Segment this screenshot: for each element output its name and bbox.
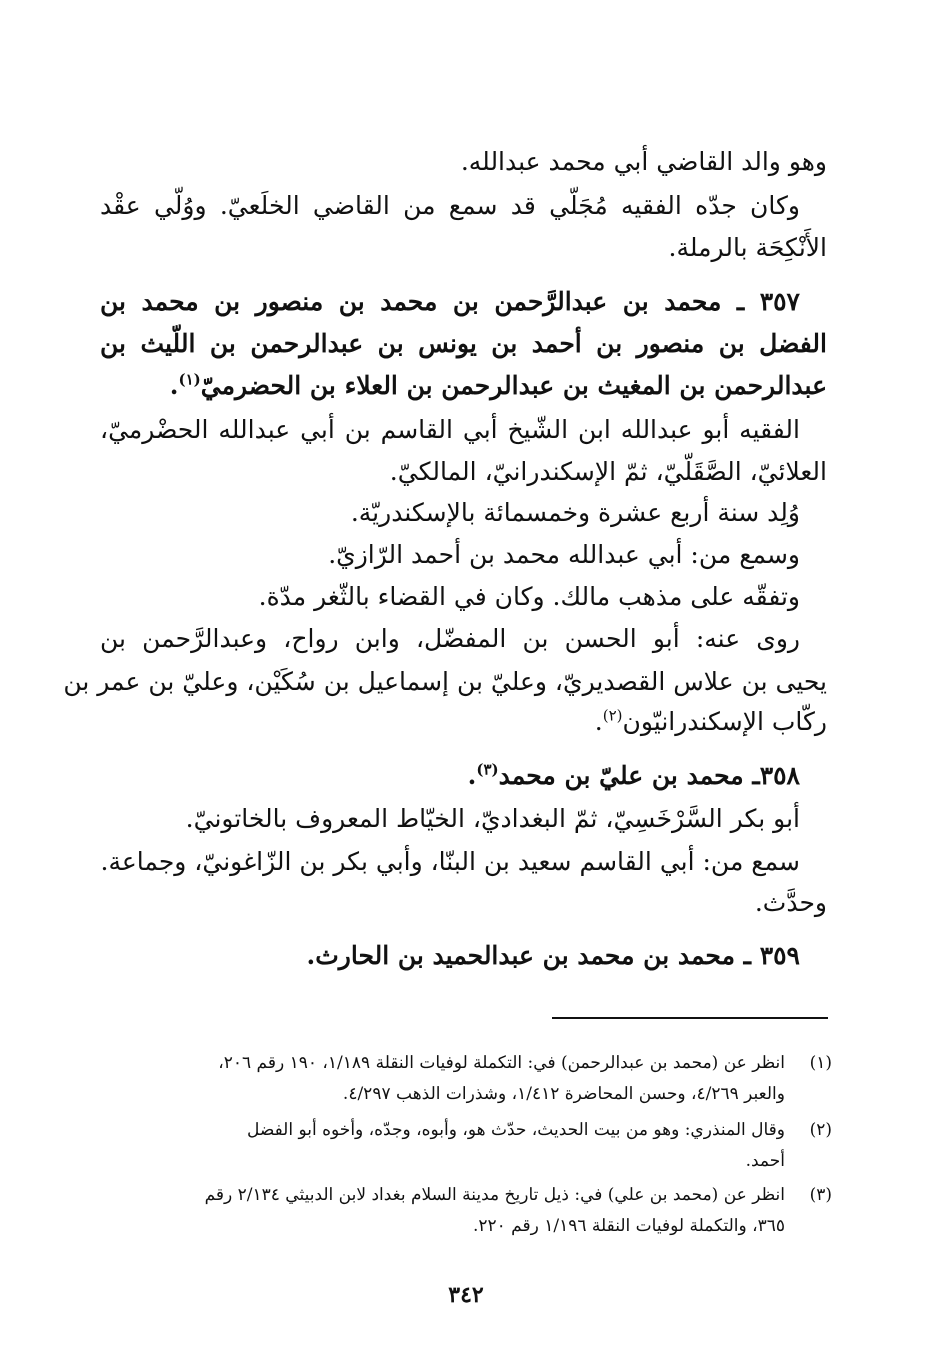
footnote-line: انظر عن (محمد بن عبدالرحمن) في: التكملة لوفيات النقلة ١/١٨٩، ١٩٠ رقم ٢٠٦،	[218, 1053, 785, 1073]
text-line: وسمع من: أبي عبدالله محمد بن أحمد الرّازيّ.	[328, 540, 800, 569]
footnote-ref: (١)	[178, 370, 201, 389]
footnote-line: ٣٦٥، والتكملة لوفيات النقلة ١/١٩٦ رقم ٢٢٠.	[472, 1216, 785, 1236]
text-line: يحيى بن علاس القصديريّ، وعليّ بن إسماعيل بن سُكَيْن، وعليّ بن عمر بن	[63, 667, 827, 696]
footnote-number: (١)	[809, 1053, 832, 1073]
footnote-ref: (٣)	[476, 760, 499, 779]
footnote-line: أحمد.	[745, 1151, 785, 1171]
entry-heading-357: ٣٥٧ ـ محمد بن عبدالرَّحمن بن محمد بن منصور بن محمد بن	[100, 287, 800, 316]
text-line: وُلِد سنة أربع عشرة وخمسمائة بالإسكندريّة.	[350, 498, 800, 527]
footnote-ref: (٢)	[602, 706, 623, 725]
text-line: ركّاب الإسكندرانيّون$^{(٢)}$.	[594, 706, 827, 736]
footnote-separator	[552, 1017, 828, 1019]
entry-heading-357: الفضل بن منصور بن أحمد بن يونس بن عبدالرحمن بن اللّيث بن	[100, 329, 827, 358]
entry-heading-358: ٣٥٨ـ محمد بن عليّ بن محمد$^{(٣)}$.	[467, 760, 800, 790]
text-line: وتفقّه على مذهب مالك. وكان في القضاء بالثّغر مدّة.	[258, 582, 800, 611]
text-line: الفقيه أبو عبدالله ابن الشّيخ أبي القاسم بن أبي عبدالله الحضْرميّ،	[100, 415, 800, 444]
entry-heading-357: عبدالرحمن بن المغيث بن عبدالرحمن بن العلاء بن الحضرميّ$^{(١)}$.	[169, 370, 827, 400]
footnote-line: وقال المنذري: وهو من بيت الحديث، حدّث هو، وأبوه، وجدّه، وأخوه أبو الفضل	[246, 1120, 785, 1140]
footnote-number: (٢)	[809, 1120, 832, 1140]
text-line: روى عنه: أبو الحسن بن المفضّل، وابن رواح، وعبدالرَّحمن بن	[100, 624, 800, 653]
footnote-number: (٣)	[809, 1185, 832, 1205]
text-line: العلائيّ، الصَّقَلّيّ، ثمّ الإسكندرانيّ، المالكيّ.	[389, 457, 827, 486]
text-line: أبو بكر السَّرْخَسِيّ، ثمّ البغداديّ، الخيّاط المعروف بالخاتونيّ.	[185, 804, 800, 833]
text-line: سمع من: أبي القاسم سعيد بن البنّا، وأبي بكر بن الزّاغونيّ، وجماعة.	[100, 847, 800, 876]
text-line: الأَنْكِحَة بالرملة.	[668, 233, 827, 262]
text-line: وحدَّث.	[754, 888, 827, 917]
footnote-line: انظر عن (محمد بن علي) في: ذيل تاريخ مدينة السلام بغداد لابن الدبيثي ٢/١٣٤ رقم	[204, 1185, 785, 1205]
page-number: ٣٤٢	[448, 1282, 484, 1308]
text-line: وكان جدّه الفقيه مُجَلّي قد سمع من القاضي الخلَعيّ. ووُلّي عقْد	[100, 191, 800, 220]
text-line: وهو والد القاضي أبي محمد عبدالله.	[460, 147, 827, 176]
footnote-line: والعبر ٤/٢٦٩، وحسن المحاضرة ١/٤١٢، وشذرات الذهب ٤/٢٩٧.	[342, 1084, 785, 1104]
entry-heading-359: ٣٥٩ ـ محمد بن محمد بن عبدالحميد بن الحارث.	[306, 941, 800, 970]
